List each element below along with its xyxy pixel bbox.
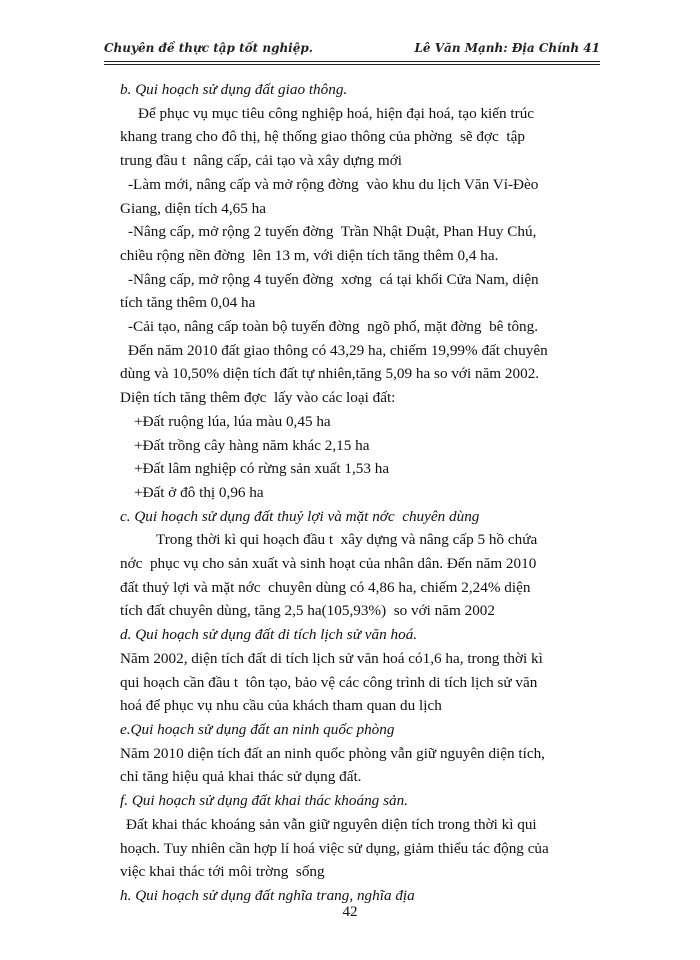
body-text-line: Để phục vụ mục tiêu công nghiệp hoá, hiện đại hoá, tạo kiến trúc xyxy=(138,104,535,122)
body-text-line: Năm 2002, diện tích đất di tích lịch sử văn hoá có1,6 ha, trong thời kì xyxy=(120,649,543,667)
body-text-line: chỉ tăng hiệu quả khai thác sử dụng đất. xyxy=(120,768,362,786)
section-heading: c. Qui hoạch sử dụng đất thuỷ lợi và mặt nớc chuyên dùng xyxy=(120,507,480,525)
body-text-line: +Đất ở đô thị 0,96 ha xyxy=(134,483,264,501)
body-text-line: Trong thời kì qui hoạch đầu t xây dựng và nâng cấp 5 hồ chứa xyxy=(156,531,538,549)
body-text-line: tích tăng thêm 0,04 ha xyxy=(120,294,256,312)
body-text-line: hoá để phục vụ nhu cầu của khách tham quan du lịch xyxy=(120,697,442,715)
section-heading: e.Qui hoạch sử dụng đất an ninh quốc phòng xyxy=(120,720,395,738)
body-text-line: +Đất lâm nghiệp có rừng sản xuất 1,53 ha xyxy=(134,460,390,478)
body-text-line: khang trang cho đô thị, hệ thống giao thông của phờng sẽ đợc tập xyxy=(120,128,525,146)
page-header xyxy=(104,41,600,63)
body-text-line: -Nâng cấp, mở rộng 2 tuyến đờng Trần Nhật Duật, Phan Huy Chú, xyxy=(128,223,537,241)
body-text-line: -Nâng cấp, mở rộng 4 tuyến đờng xơng cá tại khối Cửa Nam, diện xyxy=(128,270,539,288)
section-heading: f. Qui hoạch sử dụng đất khai thác khoáng sản. xyxy=(120,792,408,810)
header-divider-secondary xyxy=(104,64,600,65)
body-text-line: hoạch. Tuy nhiên cần hợp lí hoá việc sử dụng, giảm thiểu tác động của xyxy=(120,839,549,857)
header-author: Lê Văn Mạnh: Địa Chính 41 xyxy=(414,41,600,55)
section-heading: h. Qui hoạch sử dụng đất nghĩa trang, nghĩa địa xyxy=(120,886,415,904)
header-divider xyxy=(104,61,600,62)
body-text-line: dùng và 10,50% diện tích đất tự nhiên,tăng 5,09 ha so với năm 2002. xyxy=(120,365,540,383)
body-text-line: trung đầu t nâng cấp, cải tạo và xây dựng mới xyxy=(120,152,402,170)
body-text-line: qui hoạch cần đầu t tôn tạo, bảo vệ các công trình di tích lịch sử văn xyxy=(120,673,538,691)
body-text-line: +Đất trồng cây hàng năm khác 2,15 ha xyxy=(134,436,370,454)
body-text-line: -Làm mới, nâng cấp và mở rộng đờng vào khu du lịch Văn Vỉ-Đèo xyxy=(128,175,539,193)
page-number: 42 xyxy=(342,904,358,920)
header-document-title: Chuyên đề thực tập tốt nghiệp. xyxy=(104,41,313,55)
body-text-line: việc khai thác tới môi trờng sống xyxy=(120,863,325,881)
body-text-line: chiều rộng nền đờng lên 13 m, với diện tích tăng thêm 0,4 ha. xyxy=(120,246,499,264)
body-text-line: Diện tích tăng thêm đợc lấy vào các loại đất: xyxy=(120,389,396,407)
body-text-line: tích đất chuyên dùng, tăng 2,5 ha(105,93%) so với năm 2002 xyxy=(120,602,495,620)
page-body xyxy=(120,78,600,908)
body-text-line: đất thuỷ lợi và mặt nớc chuyên dùng có 4,86 ha, chiếm 2,24% diện xyxy=(120,578,531,596)
body-text-line: Đến năm 2010 đất giao thông có 43,29 ha, chiếm 19,99% đất chuyên xyxy=(128,341,548,359)
body-text-line: +Đất ruộng lúa, lúa màu 0,45 ha xyxy=(134,412,331,430)
section-heading: d. Qui hoạch sử dụng đất di tích lịch sử văn hoá. xyxy=(120,626,418,644)
body-text-line: Đất khai thác khoáng sản vẫn giữ nguyên diện tích trong thời kì qui xyxy=(126,815,537,833)
body-text-line: Năm 2010 diện tích đất an ninh quốc phòng vẫn giữ nguyên diện tích, xyxy=(120,744,545,762)
section-heading: b. Qui hoạch sử dụng đất giao thông. xyxy=(120,81,348,98)
body-text-line: Giang, diện tích 4,65 ha xyxy=(120,199,266,217)
body-text-line: -Cải tạo, nâng cấp toàn bộ tuyến đờng ngõ phố, mặt đờng bê tông. xyxy=(128,318,539,336)
body-text-line: nớc phục vụ cho sản xuất và sinh hoạt của nhân dân. Đến năm 2010 xyxy=(120,555,537,573)
